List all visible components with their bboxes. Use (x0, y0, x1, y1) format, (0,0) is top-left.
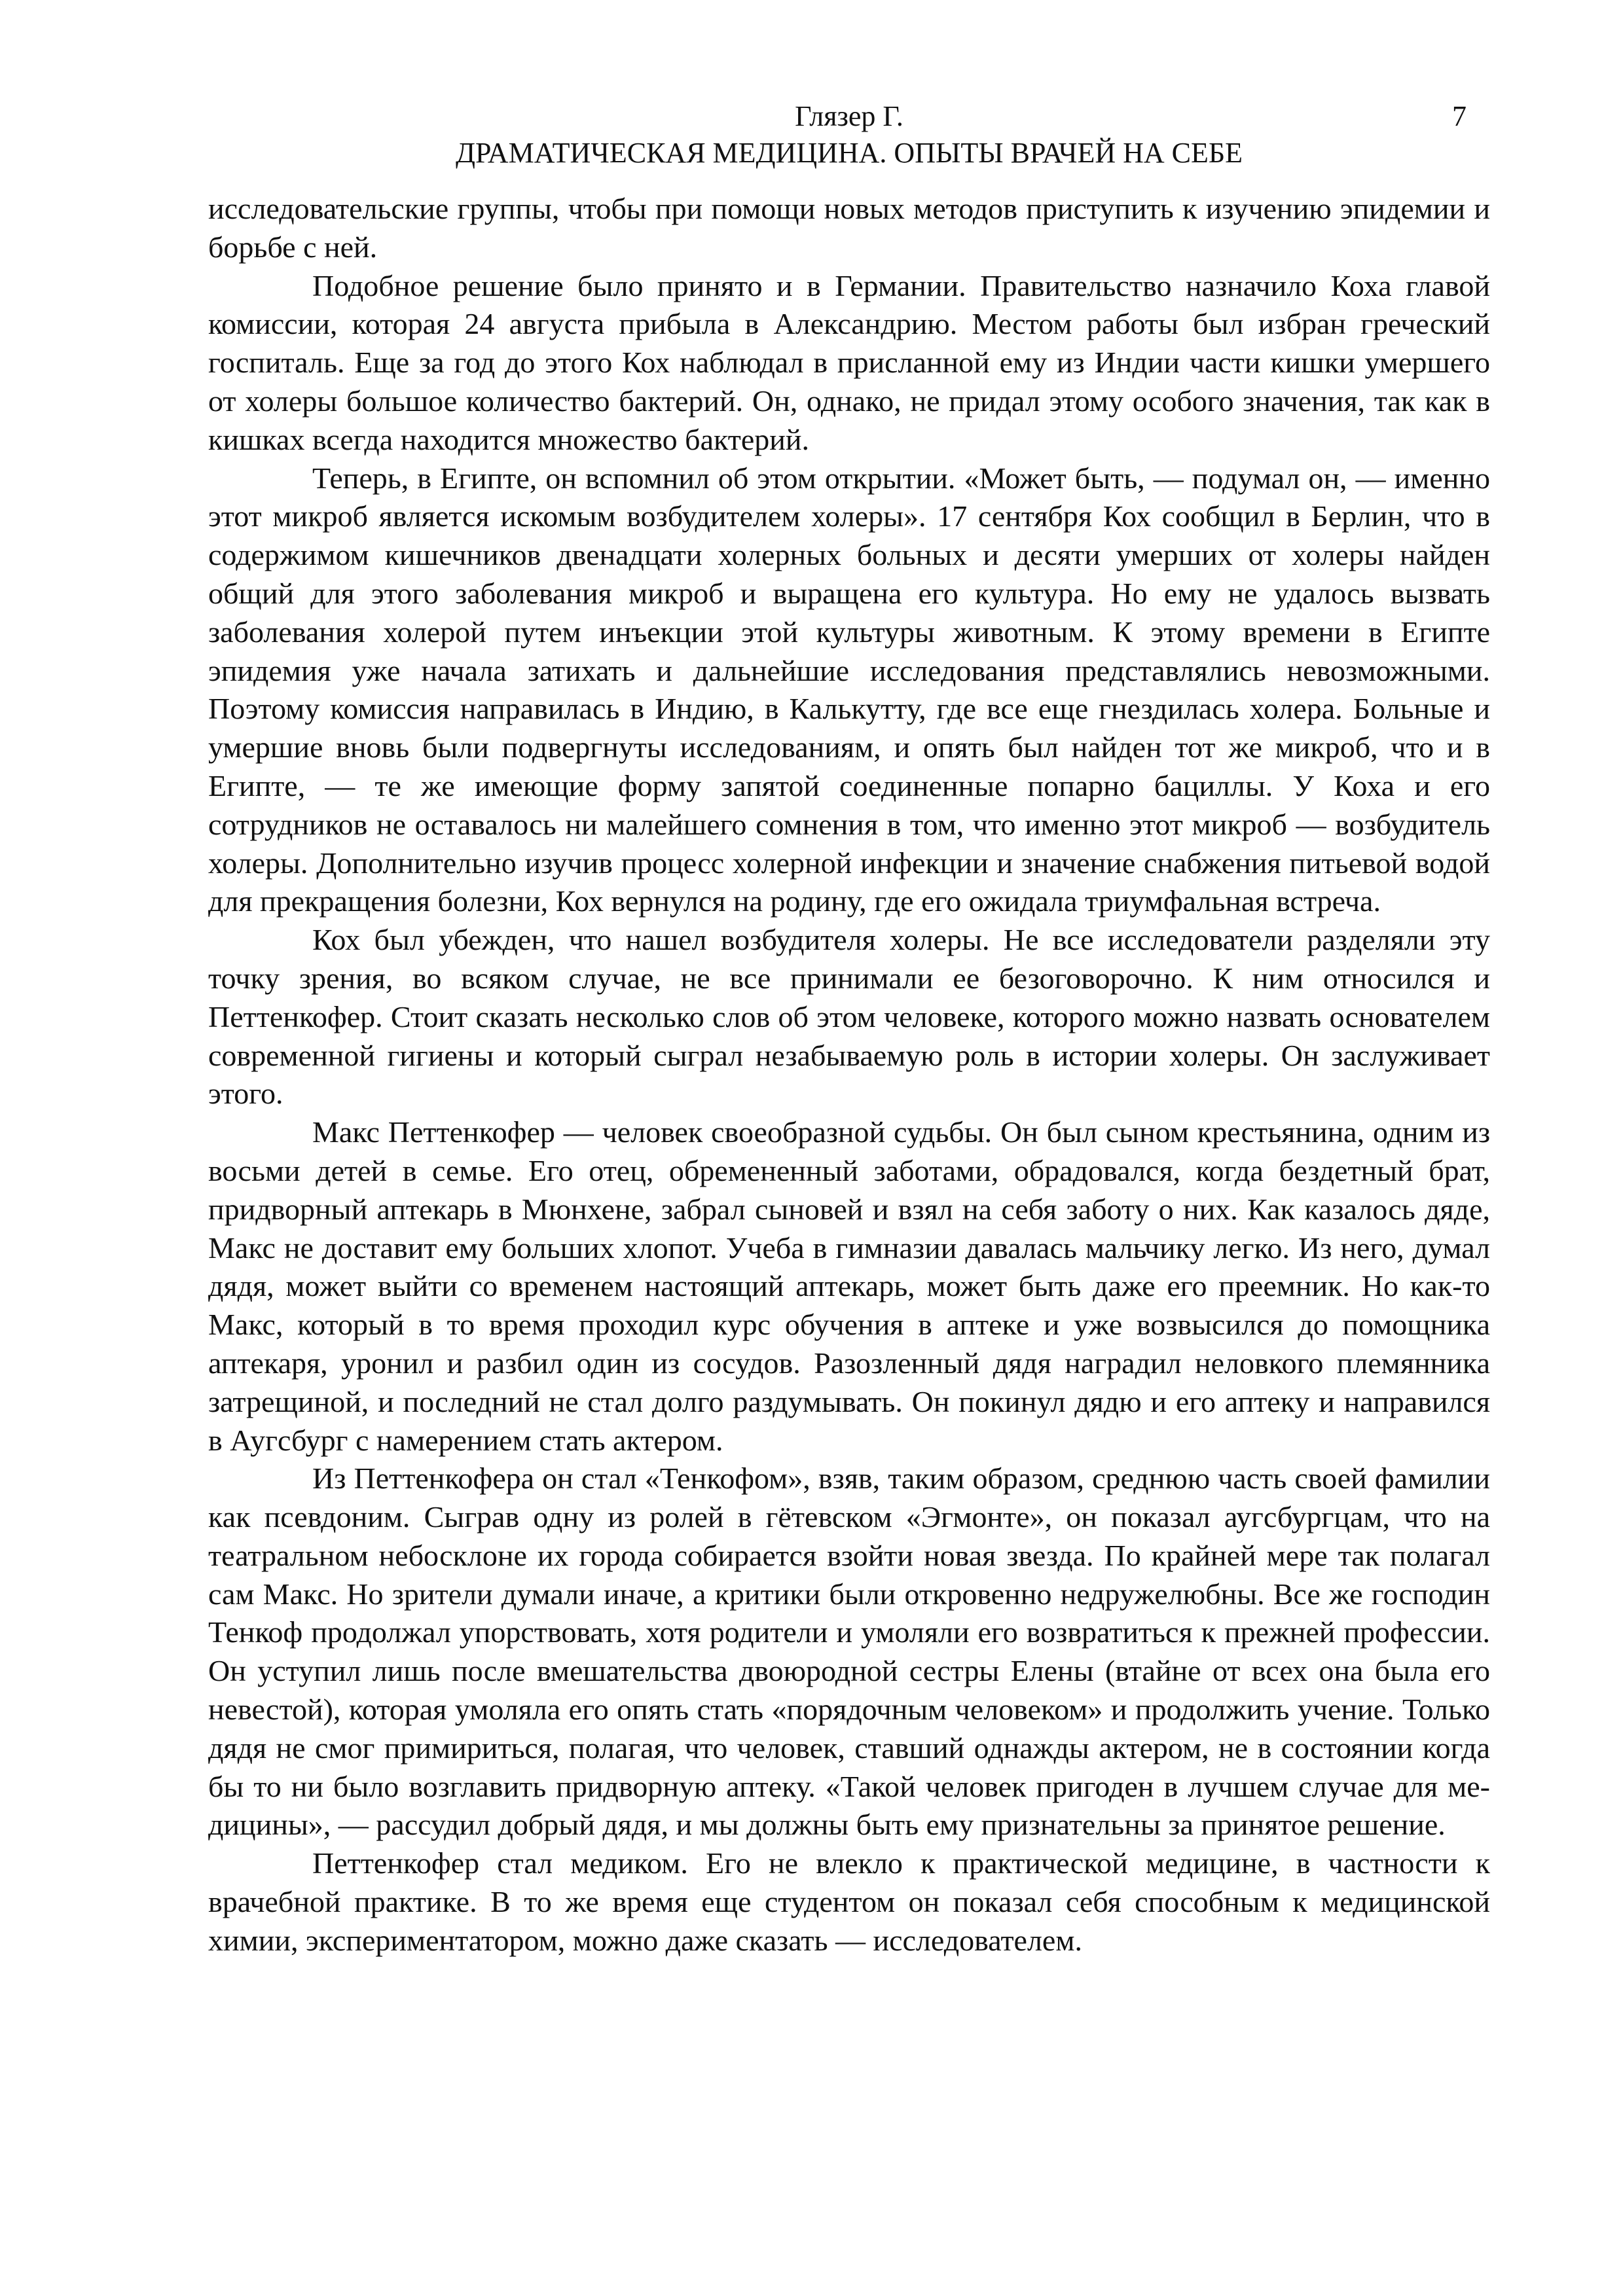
paragraph-7: Петтенкофер стал медиком. Его не влекло к практической медицине, в частности к врачебной практике. В то же время еще студентом он показал себя способным к медицинской химии, экспериментатором, можно даже сказать — исследователем. (208, 1846, 1490, 1957)
header-author: Глязер Г. (795, 100, 903, 132)
paragraph-5: Макс Петтенкофер — человек своеобразной судьбы. Он был сыном крестьянина, одним из восьми детей в семье. Его отец, обремененный заботами, обрадовался, когда бездетный брат, придворный аптекарь в Мюнхене, забрал сыновей и взял на себя заботу о них. Как казалось дяде, Макс не доставит ему больших хлопот. Учеба в гимназии давалась мальчику легко. Из него, думал дядя, может выйти со временем настоящий аптекарь, может быть даже его преемник. Но как-то Макс, который в то время проходил курс обучения в аптеке и уже возвысился до помощника аптекаря, уронил и разбил один из сосудов. Разозленный дядя наградил неловкого племянника затрещиной, и последний не стал долго раздумывать. Он покинул дядю и его аптеку и направился в Аугсбург с намерением стать актером. (208, 1115, 1490, 1457)
header-title: ДРАМАТИЧЕСКАЯ МЕДИЦИНА. ОПЫТЫ ВРАЧЕЙ НА СЕБЕ (455, 137, 1243, 169)
paragraph-3: Теперь, в Египте, он вспомнил об этом открытии. «Может быть, — подумал он, — именно этот микроб является искомым возбудителем холеры». 17 сентября Кох сообщил в Берлин, что в содержимом кишечников двенадцати холерных больных и десяти умерших от холеры найден общий для этого заболевания микроб и выращена его культура. Но ему не удалось вызвать заболевания холерой путем инъекции этой культуры животным. К этому времени в Египте эпидемия уже начала затихать и дальнейшие исследования представлялись невозможными. Поэтому комиссия направилась в Индию, в Калькутту, где все еще гнездилась холера. Больные и умершие вновь были подвергнуты исследованиям, и опять был найден тот же микроб, что и в Египте, — те же имеющие форму запятой соединенные попарно бациллы. У Коха и его сотрудников не оставалось ни малейшего сомнения в том, что именно этот микроб — возбудитель холеры. Дополнительно изучив процесс холерной инфекции и значение снабжения питьевой водой для прекращения болезни, Кох вернулся на родину, где его ожидала триумфальная встреча. (208, 461, 1490, 918)
body-text (208, 190, 1490, 1960)
page-number: 7 (1452, 100, 1467, 132)
running-header (208, 98, 1490, 171)
paragraph-4: Кох был убежден, что нашел возбудителя холеры. Не все исследователи разделяли эту точку зрения, во всяком случае, не все принимали ее безоговорочно. К ним относился и Петтенкофер. Стоит сказать несколько слов об этом человеке, которого можно назвать основателем современной гигиены и который сыграл незабываемую роль в истории холеры. Он заслуживает этого. (208, 923, 1490, 1111)
paragraph-1: исследовательские группы, чтобы при помощи новых методов приступить к изучению эпидемии и борьбе с ней. (208, 192, 1490, 264)
paragraph-6: Из Петтенкофера он стал «Тенкофом», взяв, таким образом, среднюю часть своей фамилии как псевдоним. Сыграв одну из ролей в гётевском «Эгмонте», он показал аугсбургцам, что на театральном небосклоне их города собирается взойти новая звезда. По крайней мере так полагал сам Макс. Но зрители думали иначе, а критики были откровенно недружелюбны. Все же господин Тенкоф продолжал упорствовать, хотя родители и умоляли его возвратиться к прежней профессии. Он уступил лишь после вмешательства двоюродной сестры Елены (втайне от всех она была его невестой), которая умоляла его опять стать «порядочным человеком» и продолжить учение. Только дядя не смог примириться, полагая, что человек, ставший однажды актером, не в состоянии когда бы то ни было возглавить придворную аптеку. «Такой человек пригоден в лучшем случае для медицины», — рассудил добрый дядя, и мы должны быть ему признательны за принятое решение. (208, 1462, 1490, 1842)
paragraph-2: Подобное решение было принято и в Германии. Правительство назначило Коха главой комиссии, которая 24 августа прибыла в Александрию. Местом работы был избран греческий госпиталь. Еще за год до этого Кох наблюдал в присланной ему из Индии части кишки умершего от холеры большое количество бактерий. Он, однако, не придал этому особого значения, так как в кишках всегда находится множество бактерий. (208, 268, 1490, 456)
